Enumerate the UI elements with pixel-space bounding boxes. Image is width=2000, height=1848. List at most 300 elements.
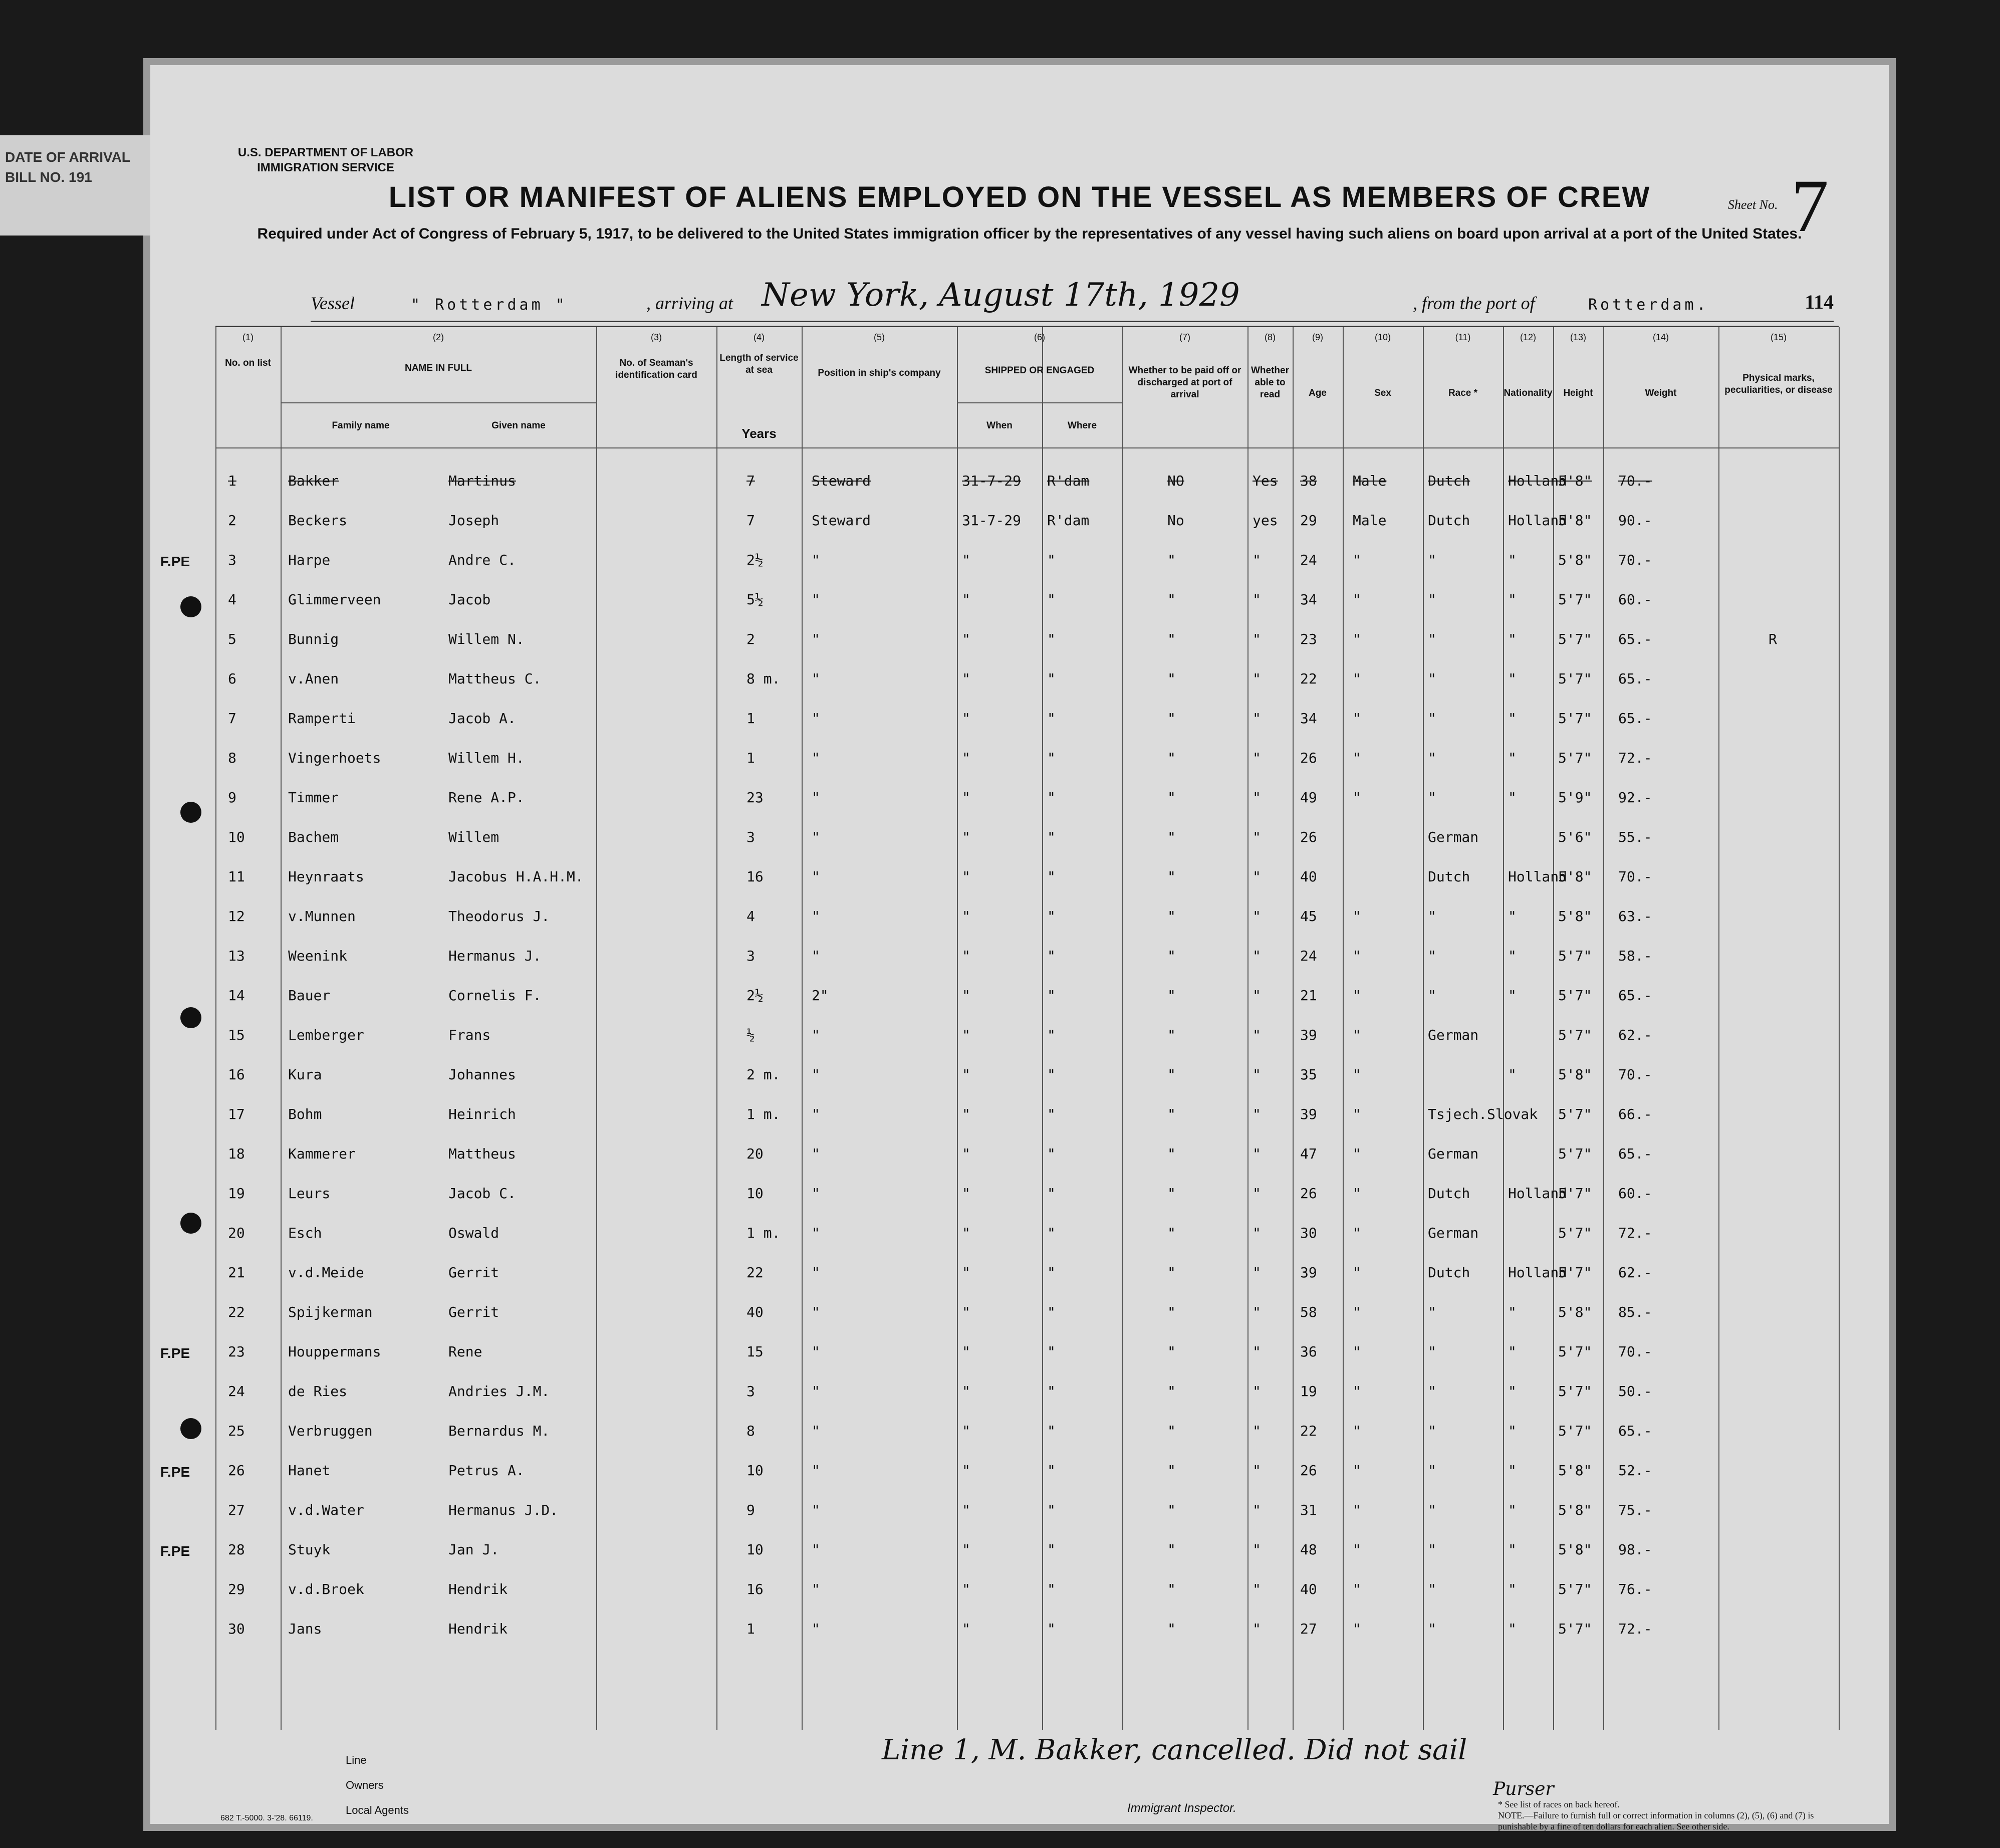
cell-position: " [812, 670, 820, 687]
cell-given: Hermanus J.D. [448, 1502, 559, 1518]
cell-when: " [962, 1581, 970, 1597]
cell-height: 5'7" [1558, 710, 1592, 727]
cell-when: " [962, 1343, 970, 1360]
cell-no: 20 [228, 1225, 245, 1241]
cell-nat: " [1508, 1304, 1517, 1320]
cell-family: Harpe [288, 552, 331, 568]
cell-nat: " [1508, 1502, 1517, 1518]
margin-mark: F.PE [160, 1464, 190, 1480]
cell-years: 10 [746, 1541, 764, 1558]
cell-paid: " [1167, 1106, 1176, 1122]
cell-position: " [812, 1383, 820, 1400]
cell-no: 6 [228, 670, 236, 687]
cell-age: 49 [1300, 789, 1317, 806]
cell-height: 5'8" [1558, 512, 1592, 529]
cell-sex: " [1353, 1383, 1361, 1400]
cell-position: " [812, 1423, 820, 1439]
cell-when: " [962, 789, 970, 806]
cell-age: 29 [1300, 512, 1317, 529]
binder-hole [180, 802, 201, 823]
cell-age: 24 [1300, 552, 1317, 568]
cell-sex: " [1353, 1621, 1361, 1637]
cell-where: " [1047, 1541, 1056, 1558]
cell-sex: " [1353, 789, 1361, 806]
cell-given: Mattheus [448, 1145, 516, 1162]
cell-sex: " [1353, 1264, 1361, 1281]
cell-where: " [1047, 908, 1056, 925]
cell-paid: " [1167, 1462, 1176, 1479]
cell-where: " [1047, 1304, 1056, 1320]
cell-years: 22 [746, 1264, 764, 1281]
cell-nat: Holland [1508, 1185, 1568, 1202]
col-head-when: When [986, 420, 1013, 431]
cell-family: v.d.Meide [288, 1264, 364, 1281]
cell-no: 21 [228, 1264, 245, 1281]
cell-no: 29 [228, 1581, 245, 1597]
cell-given: Rene A.P. [448, 789, 525, 806]
col-number: (1) [242, 332, 254, 342]
cell-years: 1 m. [746, 1225, 781, 1241]
cell-no: 2 [228, 512, 236, 529]
cell-no: 30 [228, 1621, 245, 1637]
cell-nat: Holland [1508, 868, 1568, 885]
cell-where: R'dam [1047, 512, 1090, 529]
cell-no: 14 [228, 987, 245, 1004]
cell-position: " [812, 908, 820, 925]
col-number: (3) [651, 332, 662, 342]
cell-nat: " [1508, 750, 1517, 766]
col-number: (2) [433, 332, 444, 342]
cell-position: " [812, 631, 820, 647]
cell-given: Hendrik [448, 1581, 508, 1597]
cell-years: 16 [746, 1581, 764, 1597]
cell-position: " [812, 1264, 820, 1281]
cell-weight: 92.- [1618, 789, 1652, 806]
cell-family: v.d.Broek [288, 1581, 364, 1597]
cell-age: 23 [1300, 631, 1317, 647]
cell-no: 28 [228, 1541, 245, 1558]
cell-family: Bakker [288, 473, 339, 489]
cell-sex: " [1353, 670, 1361, 687]
handwritten-note: Line 1, M. Bakker, cancelled. Did not sail [882, 1734, 1467, 1766]
cell-family: Spijkerman [288, 1304, 373, 1320]
cell-age: 38 [1300, 473, 1317, 489]
cell-family: de Ries [288, 1383, 348, 1400]
cell-where: " [1047, 1383, 1056, 1400]
cell-position: " [812, 789, 820, 806]
cell-weight: 55.- [1618, 829, 1652, 845]
cell-sex: " [1353, 1423, 1361, 1439]
cell-position: " [812, 1225, 820, 1241]
cell-height: 5'7" [1558, 1185, 1592, 1202]
cell-no: 26 [228, 1462, 245, 1479]
cell-paid: " [1167, 868, 1176, 885]
cell-position: " [812, 1066, 820, 1083]
cell-where: " [1047, 829, 1056, 845]
cell-where: " [1047, 987, 1056, 1004]
cell-weight: 66.- [1618, 1106, 1652, 1122]
cell-position: " [812, 868, 820, 885]
cell-years: 3 [746, 948, 755, 964]
cell-read: " [1253, 1383, 1261, 1400]
cell-nat: Holland [1508, 512, 1568, 529]
cell-no: 16 [228, 1066, 245, 1083]
binder-hole [180, 1418, 201, 1439]
cell-read: " [1253, 1423, 1261, 1439]
cell-height: 5'7" [1558, 1383, 1592, 1400]
col-number: (4) [754, 332, 765, 342]
cell-height: 5'7" [1558, 1264, 1592, 1281]
cell-where: " [1047, 710, 1056, 727]
cell-race: " [1428, 1383, 1436, 1400]
col-head-read: Whether able to read [1251, 365, 1289, 400]
cell-sex: " [1353, 987, 1361, 1004]
cell-sex: " [1353, 591, 1361, 608]
cell-family: Ramperti [288, 710, 356, 727]
cell-where: " [1047, 1462, 1056, 1479]
cell-no: 19 [228, 1185, 245, 1202]
cell-age: 22 [1300, 1423, 1317, 1439]
cell-race: " [1428, 750, 1436, 766]
cell-nat: " [1508, 552, 1517, 568]
col-number: (11) [1455, 332, 1471, 342]
cell-sex: " [1353, 1106, 1361, 1122]
cell-given: Petrus A. [448, 1462, 525, 1479]
cell-position: " [812, 1541, 820, 1558]
cell-years: 2½ [746, 987, 764, 1004]
cell-sex: " [1353, 1185, 1361, 1202]
cell-paid: " [1167, 591, 1176, 608]
cell-weight: 72.- [1618, 1225, 1652, 1241]
cell-read: " [1253, 987, 1261, 1004]
cell-nat: " [1508, 1541, 1517, 1558]
purser-signature: Purser [1493, 1779, 1554, 1799]
cell-read: " [1253, 908, 1261, 925]
col-number: (13) [1570, 332, 1586, 342]
cell-years: 1 m. [746, 1106, 781, 1122]
cell-position: " [812, 1581, 820, 1597]
cell-when: " [962, 710, 970, 727]
cell-weight: 50.- [1618, 1383, 1652, 1400]
cell-race: " [1428, 1581, 1436, 1597]
cell-read: " [1253, 829, 1261, 845]
cell-years: 7 [746, 473, 755, 489]
cell-height: 5'7" [1558, 1423, 1592, 1439]
cell-no: 23 [228, 1343, 245, 1360]
cell-age: 40 [1300, 868, 1317, 885]
cell-nat: " [1508, 1462, 1517, 1479]
cell-read: " [1253, 591, 1261, 608]
cell-family: Bachem [288, 829, 339, 845]
cell-when: " [962, 1225, 970, 1241]
cell-read: " [1253, 1145, 1261, 1162]
cell-position: " [812, 1621, 820, 1637]
col-number: (6) [1034, 332, 1045, 342]
cell-where: " [1047, 1621, 1056, 1637]
cell-when: " [962, 1502, 970, 1518]
cell-no: 15 [228, 1027, 245, 1043]
cell-when: " [962, 591, 970, 608]
cell-age: 21 [1300, 987, 1317, 1004]
cell-age: 26 [1300, 829, 1317, 845]
cell-age: 39 [1300, 1027, 1317, 1043]
cell-race: " [1428, 1541, 1436, 1558]
cell-nat: " [1508, 1621, 1517, 1637]
cell-years: ½ [746, 1027, 755, 1043]
cell-read: " [1253, 1225, 1261, 1241]
cell-paid: " [1167, 1185, 1176, 1202]
cell-paid: No [1167, 512, 1184, 529]
cell-paid: " [1167, 1264, 1176, 1281]
cell-height: 5'7" [1558, 1106, 1592, 1122]
cell-position: " [812, 710, 820, 727]
cell-position: " [812, 948, 820, 964]
col-head-height: Height [1563, 388, 1593, 398]
cell-no: 8 [228, 750, 236, 766]
cell-race: " [1428, 552, 1436, 568]
arrival-tab [0, 135, 150, 236]
cell-weight: 70.- [1618, 868, 1652, 885]
cell-given: Willem [448, 829, 499, 845]
cell-given: Jacob C. [448, 1185, 516, 1202]
cell-read: " [1253, 1581, 1261, 1597]
cell-paid: " [1167, 1621, 1176, 1637]
cell-years: 20 [746, 1145, 764, 1162]
cell-no: 25 [228, 1423, 245, 1439]
cell-years: 10 [746, 1462, 764, 1479]
cell-years: 3 [746, 1383, 755, 1400]
cell-where: " [1047, 591, 1056, 608]
col-number: (15) [1770, 332, 1787, 342]
cell-read: Yes [1253, 473, 1278, 489]
cell-when: 31-7-29 [962, 473, 1022, 489]
col-number: (14) [1652, 332, 1669, 342]
cell-given: Gerrit [448, 1264, 499, 1281]
col-head-given: Given name [491, 420, 546, 431]
cell-sex: " [1353, 1304, 1361, 1320]
page-number: 114 [1805, 291, 1834, 313]
cell-no: 11 [228, 868, 245, 885]
cell-paid: " [1167, 948, 1176, 964]
cell-family: Stuyk [288, 1541, 331, 1558]
races-note: * See list of races on back hereof. [1498, 1799, 1620, 1809]
cell-given: Jacobus H.A.H.M. [448, 868, 584, 885]
cell-position: " [812, 591, 820, 608]
cell-years: 23 [746, 789, 764, 806]
cell-nat: " [1508, 789, 1517, 806]
cell-when: " [962, 1541, 970, 1558]
cell-given: Andre C. [448, 552, 516, 568]
cell-paid: " [1167, 670, 1176, 687]
cell-when: " [962, 1185, 970, 1202]
cell-when: " [962, 1145, 970, 1162]
cell-family: Vingerhoets [288, 750, 381, 766]
cell-paid: " [1167, 987, 1176, 1004]
col-head-weight: Weight [1645, 388, 1677, 398]
cell-when: " [962, 1264, 970, 1281]
cell-age: 36 [1300, 1343, 1317, 1360]
cell-when: " [962, 631, 970, 647]
cell-no: 9 [228, 789, 236, 806]
cell-when: " [962, 552, 970, 568]
col-number: (9) [1312, 332, 1323, 342]
cell-where: " [1047, 1027, 1056, 1043]
cell-height: 5'7" [1558, 750, 1592, 766]
cell-height: 5'7" [1558, 631, 1592, 647]
col-head-physical: Physical marks, peculiarities, or disease [1724, 373, 1833, 395]
cell-family: v.Anen [288, 670, 339, 687]
cell-race: " [1428, 1343, 1436, 1360]
cell-weight: 63.- [1618, 908, 1652, 925]
cell-weight: 60.- [1618, 591, 1652, 608]
cell-where: " [1047, 750, 1056, 766]
cell-height: 5'8" [1558, 1502, 1592, 1518]
cell-sex: " [1353, 1581, 1361, 1597]
cell-family: Glimmerveen [288, 591, 381, 608]
cell-weight: 65.- [1618, 987, 1652, 1004]
cell-years: 7 [746, 512, 755, 529]
cell-years: 2½ [746, 552, 764, 568]
cell-age: 26 [1300, 1462, 1317, 1479]
bill-number: BILL NO. 191 [5, 169, 92, 185]
cell-sex: Male [1353, 473, 1387, 489]
cell-when: " [962, 750, 970, 766]
cell-family: Heynraats [288, 868, 364, 885]
cell-weight: 65.- [1618, 1145, 1652, 1162]
col-head-paid-off: Whether to be paid off or discharged at port of arrival [1128, 365, 1241, 400]
cell-sex: " [1353, 948, 1361, 964]
cell-position: " [812, 1343, 820, 1360]
cell-read: " [1253, 552, 1261, 568]
cell-when: 31-7-29 [962, 512, 1022, 529]
line-label: Line [346, 1754, 367, 1766]
cell-read: " [1253, 868, 1261, 885]
cell-age: 58 [1300, 1304, 1317, 1320]
cell-race: Dutch [1428, 512, 1470, 529]
cell-race: " [1428, 591, 1436, 608]
cell-nat: " [1508, 1383, 1517, 1400]
service-name: IMMIGRATION SERVICE [257, 161, 394, 174]
cell-nat: " [1508, 670, 1517, 687]
cell-given: Andries J.M. [448, 1383, 550, 1400]
cell-age: 47 [1300, 1145, 1317, 1162]
col-number: (10) [1374, 332, 1391, 342]
cell-years: 8 m. [746, 670, 781, 687]
cell-age: 39 [1300, 1264, 1317, 1281]
binder-hole [180, 596, 201, 617]
cell-family: Bohm [288, 1106, 322, 1122]
cell-race: " [1428, 1304, 1436, 1320]
cell-years: 40 [746, 1304, 764, 1320]
cell-height: 5'8" [1558, 1541, 1592, 1558]
cell-age: 26 [1300, 1185, 1317, 1202]
cell-nat: " [1508, 591, 1517, 608]
cell-no: 4 [228, 591, 236, 608]
cell-where: " [1047, 1343, 1056, 1360]
cell-where: " [1047, 1106, 1056, 1122]
cell-sex: " [1353, 552, 1361, 568]
cell-weight: 90.- [1618, 512, 1652, 529]
cell-position: " [812, 1106, 820, 1122]
fine-note: NOTE.—Failure to furnish full or correct information in columns (2), (5), (6) and (7) is punishable by a fine of ten dollars for each alien. See other side. [1498, 1810, 1814, 1831]
cell-position: " [812, 1462, 820, 1479]
cell-read: " [1253, 631, 1261, 647]
cell-no: 17 [228, 1106, 245, 1122]
cell-weight: 70.- [1618, 473, 1652, 489]
vessel-line [311, 277, 1834, 322]
cell-paid: " [1167, 710, 1176, 727]
cell-given: Frans [448, 1027, 491, 1043]
cell-race: Dutch [1428, 1264, 1470, 1281]
cell-read: " [1253, 1502, 1261, 1518]
cell-height: 5'8" [1558, 1066, 1592, 1083]
cell-weight: 60.- [1618, 1185, 1652, 1202]
cell-family: Esch [288, 1225, 322, 1241]
cell-years: 9 [746, 1502, 755, 1518]
cell-read: " [1253, 1621, 1261, 1637]
cell-read: yes [1253, 512, 1278, 529]
cell-years: 5½ [746, 591, 764, 608]
cell-when: " [962, 948, 970, 964]
cell-read: " [1253, 1462, 1261, 1479]
col-head-nationality: Nationality [1504, 388, 1553, 398]
cell-position: Steward [812, 512, 871, 529]
vessel-name: " Rotterdam " [411, 296, 568, 314]
cell-paid: " [1167, 829, 1176, 845]
cell-race: German [1428, 829, 1479, 845]
cell-race: German [1428, 1225, 1479, 1241]
cell-paid: " [1167, 1304, 1176, 1320]
cell-where: " [1047, 1581, 1056, 1597]
cell-family: Kammerer [288, 1145, 356, 1162]
cell-paid: " [1167, 1581, 1176, 1597]
cell-when: " [962, 670, 970, 687]
cell-nat: Holland [1508, 1264, 1568, 1281]
cell-where: " [1047, 948, 1056, 964]
cell-position: " [812, 1027, 820, 1043]
cell-where: " [1047, 1423, 1056, 1439]
cell-read: " [1253, 1343, 1261, 1360]
col-number: (5) [874, 332, 885, 342]
cell-where: " [1047, 1225, 1056, 1241]
cell-paid: " [1167, 1225, 1176, 1241]
cell-weight: 76.- [1618, 1581, 1652, 1597]
footer-notes [1498, 1799, 1839, 1832]
cell-paid: " [1167, 750, 1176, 766]
cell-height: 5'7" [1558, 1581, 1592, 1597]
cell-no: 5 [228, 631, 236, 647]
cell-weight: 58.- [1618, 948, 1652, 964]
cell-when: " [962, 1462, 970, 1479]
cell-read: " [1253, 948, 1261, 964]
cell-given: Hendrik [448, 1621, 508, 1637]
cell-given: Jacob [448, 591, 491, 608]
cell-weight: 65.- [1618, 670, 1652, 687]
cell-given: Gerrit [448, 1304, 499, 1320]
cell-family: Leurs [288, 1185, 331, 1202]
cell-position: Steward [812, 473, 871, 489]
cell-sex: " [1353, 1502, 1361, 1518]
cell-race: " [1428, 1621, 1436, 1637]
cell-given: Cornelis F. [448, 987, 542, 1004]
cell-weight: 65.- [1618, 631, 1652, 647]
cell-age: 27 [1300, 1621, 1317, 1637]
col-number: (7) [1179, 332, 1190, 342]
cell-when: " [962, 1423, 970, 1439]
cell-family: v.d.Water [288, 1502, 364, 1518]
cell-height: 5'8" [1558, 1304, 1592, 1320]
cell-age: 24 [1300, 948, 1317, 964]
